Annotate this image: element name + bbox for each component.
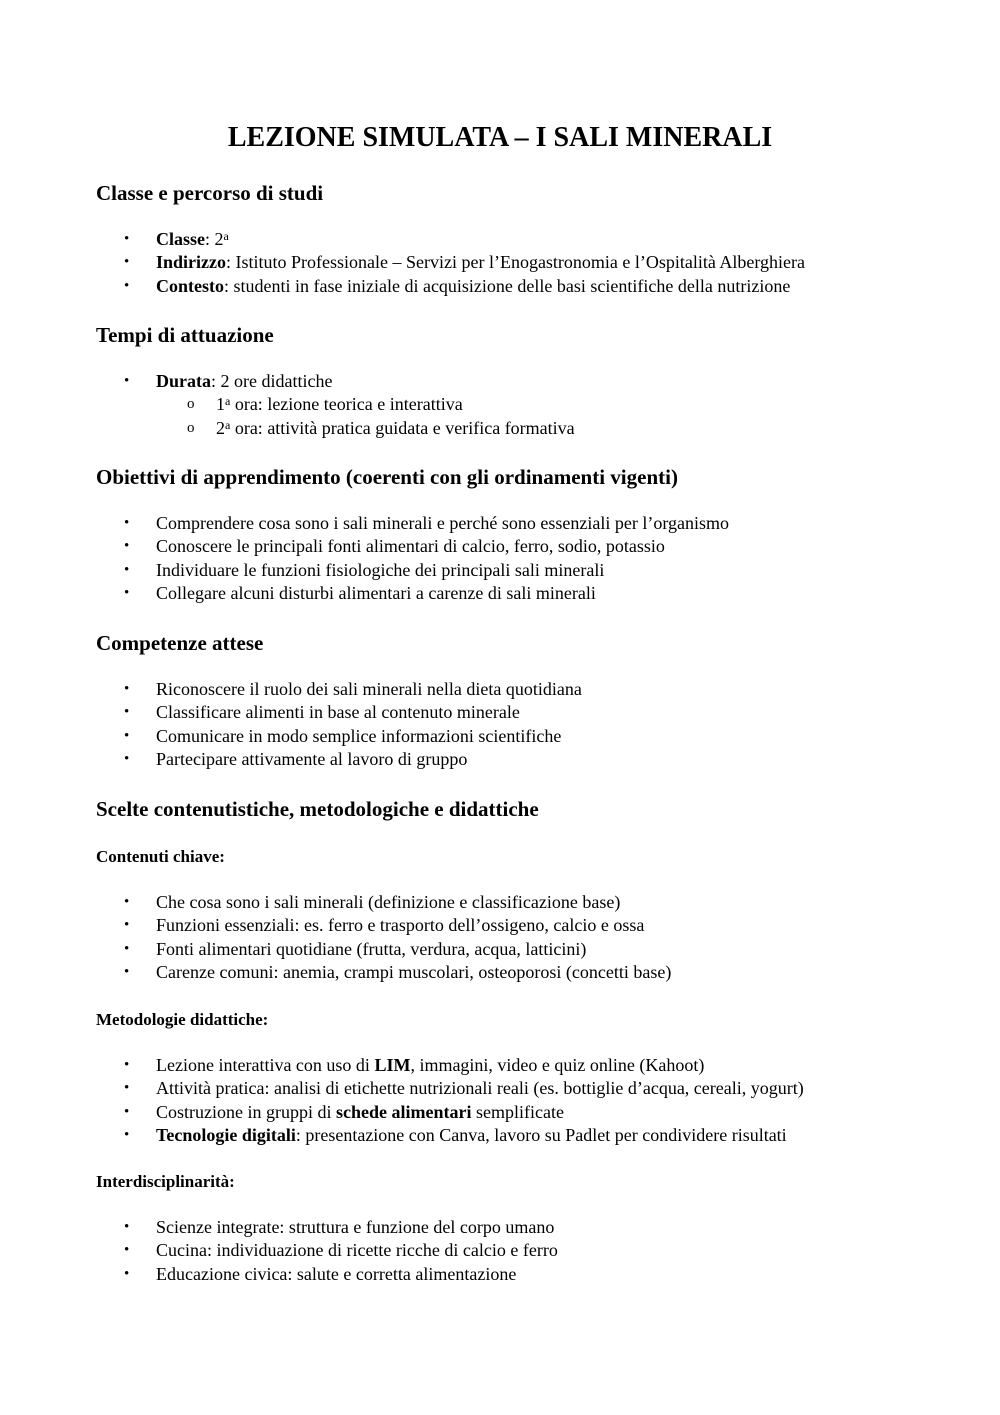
list-item: • Comprendere cosa sono i sali minerali e perché sono essenziali per l’organismo (0, 512, 729, 535)
list-item-indirizzo: • Indirizzo: Istituto Professionale – Servizi per l’Enogastronomia e l’Ospitalità Alberghiera (0, 251, 805, 274)
list-item: • Fonti alimentari quotidiane (frutta, verdura, acqua, latticini) (0, 938, 671, 961)
list-item: • Tecnologie digitali: presentazione con Canva, lavoro su Padlet per condividere risultati (0, 1124, 804, 1147)
list-item: • Conoscere le principali fonti alimentari di calcio, ferro, sodio, potassio (0, 535, 729, 558)
list-obiettivi (0, 512, 729, 605)
subheading-interdisciplinarita: Interdisciplinarità: (96, 1172, 235, 1191)
list-item: • Funzioni essenziali: es. ferro e trasporto dell’ossigeno, calcio e ossa (0, 914, 671, 937)
list-item-durata: • Durata: 2 ore didattiche (0, 370, 575, 393)
list-item: • Carenze comuni: anemia, crampi muscolari, osteoporosi (concetti base) (0, 961, 671, 984)
list-metodologie (0, 1054, 804, 1147)
list-item: • Individuare le funzioni fisiologiche dei principali sali minerali (0, 559, 729, 582)
heading-tempi: Tempi di attuazione (96, 323, 274, 347)
heading-classe: Classe e percorso di studi (96, 181, 324, 205)
list-item: • Lezione interattiva con uso di LIM, immagini, video e quiz online (Kahoot) (0, 1054, 804, 1077)
list-contenuti (0, 891, 671, 984)
list-item: • Cucina: individuazione di ricette ricche di calcio e ferro (0, 1239, 558, 1262)
subheading-metodologie: Metodologie didattiche: (96, 1010, 269, 1029)
list-tempi (0, 370, 575, 440)
list-item: • Collegare alcuni disturbi alimentari a carenze di sali minerali (0, 582, 729, 605)
heading-competenze: Competenze attese (96, 631, 264, 655)
list-competenze (0, 678, 582, 771)
heading-obiettivi: Obiettivi di apprendimento (coerenti con gli ordinamenti vigenti) (96, 465, 678, 489)
list-item: • Attività pratica: analisi di etichette nutrizionali reali (es. bottiglie d’acqua, cereali, yogurt) (0, 1077, 804, 1100)
document-title: LEZIONE SIMULATA – I SALI MINERALI (227, 122, 773, 153)
list-item: • Comunicare in modo semplice informazioni scientifiche (0, 725, 582, 748)
list-item: • Scienze integrate: struttura e funzione del corpo umano (0, 1216, 558, 1239)
sub-item-ora-2: o 2$^a$ ora: attività pratica guidata e verifica formativa (0, 417, 575, 440)
list-item: • Educazione civica: salute e corretta alimentazione (0, 1263, 558, 1286)
list-item: • Costruzione in gruppi di schede alimentari semplificate (0, 1101, 804, 1124)
sub-item-ora-1: o 1$^a$ ora: lezione teorica e interattiva (0, 393, 575, 416)
list-item-classe: • Classe: 2$^a$ (0, 228, 805, 251)
heading-scelte: Scelte contenutistiche, metodologiche e didattiche (96, 797, 539, 821)
list-classe (0, 228, 805, 298)
list-item: • Riconoscere il ruolo dei sali minerali nella dieta quotidiana (0, 678, 582, 701)
list-item: • Che cosa sono i sali minerali (definizione e classificazione base) (0, 891, 671, 914)
list-interdisciplinarita (0, 1216, 558, 1286)
list-item-contesto: • Contesto: studenti in fase iniziale di acquisizione delle basi scientifiche della nutrizione (0, 275, 805, 298)
list-item: • Partecipare attivamente al lavoro di gruppo (0, 748, 582, 771)
subheading-contenuti: Contenuti chiave: (96, 847, 225, 866)
list-item: • Classificare alimenti in base al contenuto minerale (0, 701, 582, 724)
